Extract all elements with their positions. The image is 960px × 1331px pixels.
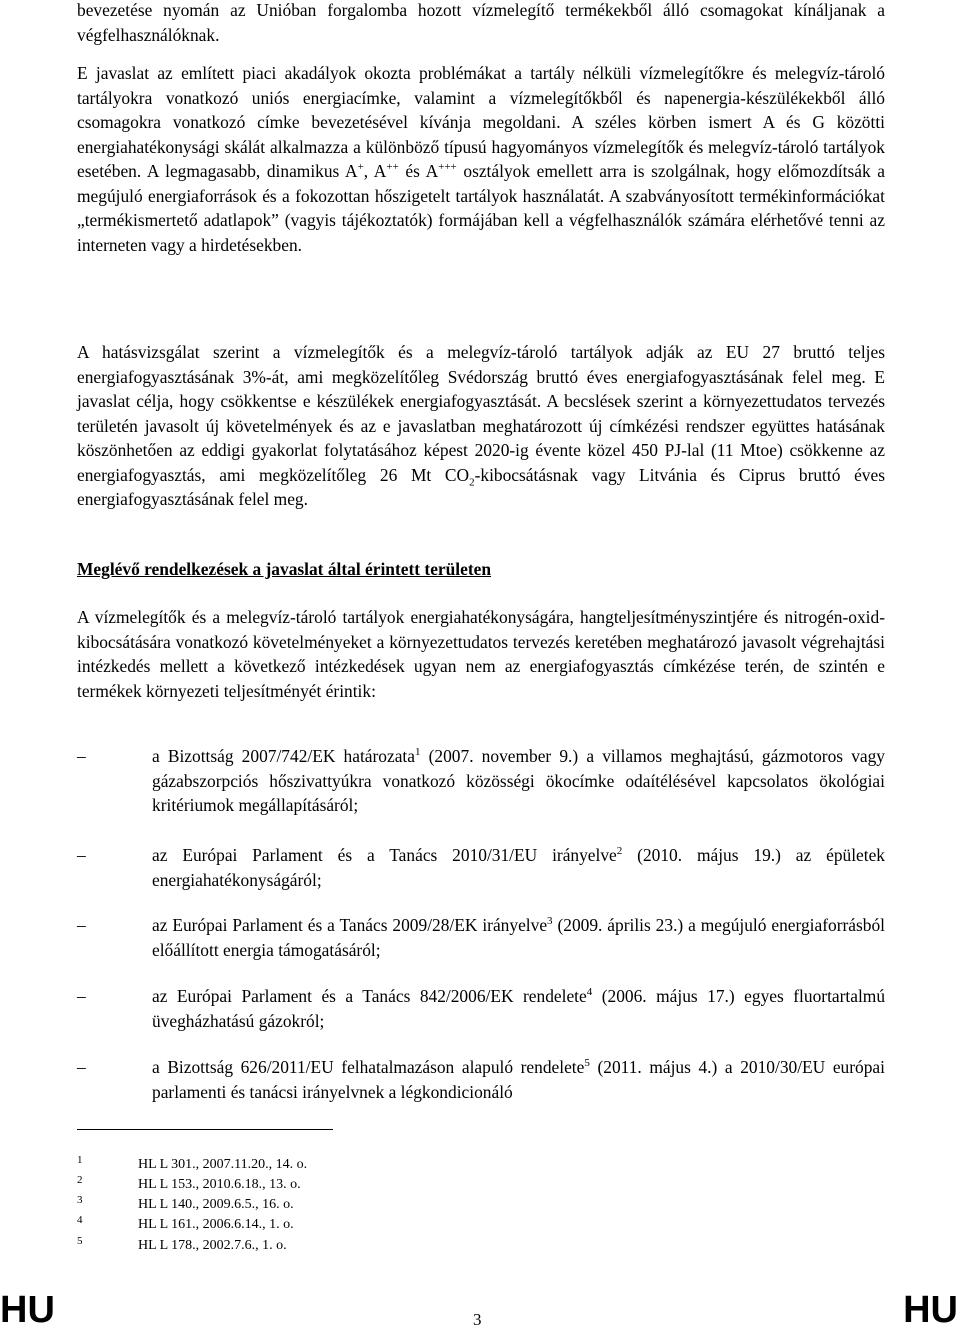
footnote-number: 2	[77, 1174, 83, 1186]
footnote-number: 5	[77, 1235, 83, 1247]
footnote-ref: 2	[616, 845, 623, 858]
footnote-separator	[77, 1129, 333, 1130]
footnote-text: HL L 301., 2007.11.20., 14. o.	[138, 1157, 308, 1172]
energy-class-plusplus: ++	[386, 161, 399, 174]
co2-subscript: 2	[469, 475, 475, 488]
paragraph-impact-assessment: A hatásvizsgálat szerint a vízmelegítők és a melegvíz-tároló tartályok adják az EU 27 bruttó teljes energiafogyasztásának 3%-át, ami megközelítőleg Svédország bruttó éves energiafogyasztásának felel meg. E javaslat célja, hogy csökkentse e készülékek energiafogyasztását. A becslések szerint a környezettudatos tervezés területén javasolt új követelmények és az e javaslatban meghatározott új címkézési rendszer együttes hatásának köszönhetően az eddigi gyakorlat folytatásához képest 2020-ig évente közel 450 PJ-lal (11 Mtoe) csökkenne az energiafogyasztás, ami megközelítőleg 26 Mt $CO_2$-kibocsátásnak vagy Litvánia és Ciprus bruttó éves energiafogyasztásának felel meg.	[77, 342, 885, 509]
footer-language-left: HU	[0, 1289, 55, 1331]
paragraph-existing-provisions: A vízmelegítők és a melegvíz-tároló tartályok energiahatékonyságára, hangteljesítményszintjére és nitrogén-oxid-kibocsátására vonatkozó követelményeket a környezettudatos tervezés keretében meghatározó javasolt végrehajtási intézkedés mellett a következő intézkedések ugyan nem az energiafogyasztás címkézése terén, de szintén e termékek környezeti teljesítményét érintik:	[77, 607, 885, 701]
footnote-ref: 5	[584, 1057, 590, 1070]
footnote-number: 4	[77, 1214, 83, 1226]
list-dash: –	[77, 986, 86, 1006]
energy-class-plusplusplus: +++	[438, 161, 457, 174]
energy-class-plus: +	[357, 161, 364, 174]
list-item-text: az Európai Parlament és a Tanács 2009/28/EK irányelve$^3$ (2009. április 23.) a megújuló energiaforrásból előállított energia támogatásáról;	[152, 915, 886, 960]
list-item-text: az Európai Parlament és a Tanács 2010/31/EU irányelve$^2$ (2010. május 19.) az épületek energiahatékonyságáról;	[152, 845, 886, 890]
list-item-text: az Európai Parlament és a Tanács 842/2006/EK rendelete$^4$ (2006. május 17.) egyes fluortartalmú üvegházhatású gázokról;	[152, 986, 886, 1031]
list-dash: –	[77, 1057, 86, 1077]
list-dash: –	[77, 915, 86, 935]
footnote-text: HL L 178., 2002.7.6., 1. o.	[138, 1238, 287, 1253]
footnote-text: HL L 140., 2009.6.5., 16. o.	[138, 1197, 294, 1212]
footnote-number: 1	[77, 1154, 83, 1166]
footnote-ref: 4	[586, 986, 593, 999]
footnote-ref: 1	[414, 746, 421, 759]
section-heading: Meglévő rendelkezések a javaslat által érintett területen	[77, 559, 492, 579]
footnote-number: 3	[77, 1194, 83, 1206]
footnote-text: HL L 161., 2006.6.14., 1. o.	[138, 1217, 294, 1232]
page-number: 3	[473, 1310, 482, 1329]
list-dash: –	[77, 746, 86, 766]
list-item-text: a Bizottság 2007/742/EK határozata$^1$ (2007. november 9.) a villamos meghajtású, gázmotoros vagy gázabszorpciós hőszivattyúkra vonatkozó közösségi ökocímke odaítélésével kapcsolatos ökológiai kritériumok megállapításáról;	[152, 746, 885, 815]
footnote-ref: 3	[547, 915, 553, 928]
paragraph-intro-continuation: bevezetése nyomán az Unióban forgalomba hozott vízmelegítő termékekből álló csomagokat kínáljanak a végfelhasználóknak.	[77, 0, 885, 45]
footnote-text: HL L 153., 2010.6.18., 13. o.	[138, 1177, 301, 1192]
list-dash: –	[77, 845, 86, 865]
paragraph-proposal-summary: E javaslat az említett piaci akadályok okozta problémákat a tartály nélküli vízmelegítőkre és melegvíz-tároló tartályokra vonatkozó uniós energiacímke, valamint a vízmelegítőkből és napenergia-készülékekből álló csomagokra vonatkozó címke bevezetésével kívánja megoldani. A széles körben ismert A és G közötti energiahatékonysági skálát alkalmazza a különböző típusú hagyományos vízmelegítők és melegvíz-tároló tartályok esetében. A legmagasabb, dinamikus A+, A++ és A+++ osztályok emellett arra is szolgálnak, hogy előmozdítsák a megújuló energiaforrások és a fokozottan hőszigetelt tartályok használatát. A szabványosított termékinformációkat „termékismertető adatlapok” (vagyis tájékoztatók) formájában kell a végfelhasználók számára elérhetővé tenni az interneten vagy a hirdetésekben.	[77, 63, 885, 255]
footer-language-right: HU	[903, 1289, 958, 1331]
list-item-text: a Bizottság 626/2011/EU felhatalmazáson alapuló rendelete$^5$ (2011. május 4.) a 2010/30/EU európai parlamenti és tanácsi irányelvnek a légkondicionáló	[152, 1057, 885, 1102]
